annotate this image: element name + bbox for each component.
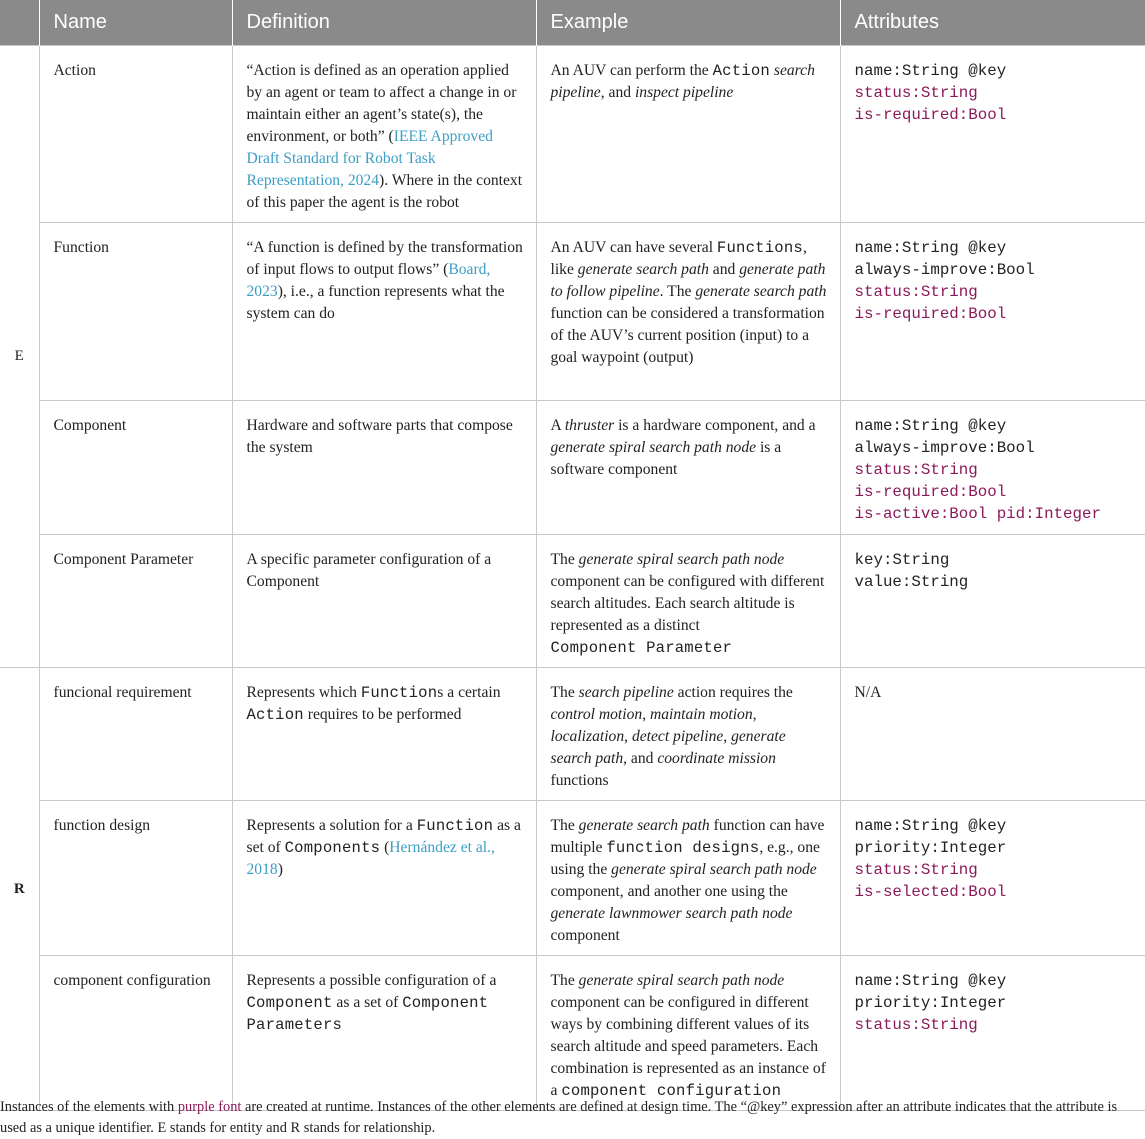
attribute-runtime: is-selected:Bool (854, 882, 1007, 901)
attribute: value:String (854, 572, 969, 591)
header-attributes: Attributes (840, 0, 1145, 45)
table-footnote: Instances of the elements with purple font are created at runtime. Instances of the other elements are defined at design time. The “@key” expression after an attribute indicates that the attribute is used as a unique identifier. E stands for entity and R stands for relationship. (0, 1099, 1118, 1136)
citation-link[interactable]: IEEE Approved Draft Standard for Robot Task Representation, 2024 (246, 127, 493, 189)
attribute-runtime: status:String (854, 83, 978, 102)
row-example: The generate spiral search path node component can be configured in different ways by combining different values of its search altitude and speed parameters. Each combination is represented as an instance of a component configuration (536, 955, 840, 1110)
row-name: function design (39, 800, 232, 955)
row-example: The generate search path function can have multiple function designs, e.g., one using the generate spiral search path node component, and another one using the generate lawnmower search path node component (536, 800, 840, 955)
table-header (0, 0, 1145, 45)
attribute: name:String @key (854, 416, 1007, 435)
citation-link[interactable]: Board, 2023 (246, 260, 491, 300)
attribute: name:String @key (854, 816, 1007, 835)
table-row (0, 222, 1145, 400)
row-attributes (840, 955, 1145, 1110)
row-attributes (840, 45, 1145, 222)
header-group (0, 0, 39, 45)
header-definition: Definition (232, 0, 536, 45)
attribute-runtime: status:String (854, 860, 978, 879)
row-name: component configuration (39, 955, 232, 1110)
row-attributes (840, 222, 1145, 400)
row-attributes (840, 400, 1145, 534)
header-name: Name (39, 0, 232, 45)
row-name: Function (39, 222, 232, 400)
row-definition: “Action is defined as an operation applied by an agent or team to affect a change in or maintain either an agent’s state(s), the environment, or both” (IEEE Approved Draft Standard for Robot Task Representation, 2024). Where in the context of this paper the agent is the robot (232, 45, 536, 222)
attribute-runtime: status:String (854, 282, 978, 301)
row-example: The search pipeline action requires the control motion, maintain motion, localization, detect pipeline, generate search path, and coordinate mission functions (536, 667, 840, 800)
attribute: key:String (854, 550, 950, 569)
row-definition: Hardware and software parts that compose the system (232, 400, 536, 534)
attribute: name:String @key (854, 238, 1007, 257)
row-name: Component Parameter (39, 534, 232, 667)
row-attributes (840, 534, 1145, 667)
group-label-relationship: R (0, 667, 39, 1110)
row-attributes (840, 800, 1145, 955)
row-name: Action (39, 45, 232, 222)
attribute-runtime: is-required:Bool (854, 482, 1007, 501)
purple-font-label: purple font (177, 1099, 242, 1115)
table-row (0, 955, 1145, 1110)
row-example: An AUV can perform the Action search pipeline, and inspect pipeline (536, 45, 840, 222)
table-row (0, 400, 1145, 534)
table-row (0, 534, 1145, 667)
row-definition: Represents which Functions a certain Action requires to be performed (232, 667, 536, 800)
row-name: Component (39, 400, 232, 534)
row-example: A thruster is a hardware component, and a generate spiral search path node is a software component (536, 400, 840, 534)
row-definition: Represents a possible configuration of a Component as a set of Component Parameters (232, 955, 536, 1110)
attribute-runtime: status:String (854, 460, 978, 479)
table-row (0, 667, 1145, 800)
attribute: priority:Integer (854, 838, 1007, 857)
attribute-runtime: is-active:Bool pid:Integer (854, 504, 1101, 523)
attribute: always-improve:Bool (854, 260, 1035, 279)
attribute: priority:Integer (854, 993, 1007, 1012)
attribute: name:String @key (854, 971, 1007, 990)
attribute-runtime: is-required:Bool (854, 105, 1007, 124)
citation-link[interactable]: Hernández et al., 2018 (246, 838, 495, 878)
attribute: always-improve:Bool (854, 438, 1035, 457)
attribute-runtime: status:String (854, 1015, 978, 1034)
row-definition: Represents a solution for a Function as a set of Components (Hernández et al., 2018) (232, 800, 536, 955)
row-example: The generate spiral search path node component can be configured with different search altitudes. Each search altitude is represented as a distinct Component Parameter (536, 534, 840, 667)
header-example: Example (536, 0, 840, 45)
row-attributes: N/A (840, 667, 1145, 800)
table-row (0, 800, 1145, 955)
group-label-entity: E (0, 45, 39, 667)
table-row (0, 45, 1145, 222)
row-definition: “A function is defined by the transformation of input flows to output flows” (Board, 2023), i.e., a function represents what the system can do (232, 222, 536, 400)
attribute: name:String @key (854, 61, 1007, 80)
row-name: funcional requirement (39, 667, 232, 800)
row-example: An AUV can have several Functions, like generate search path and generate path to follow pipeline. The generate search path function can be considered a transformation of the AUV’s current position (input) to a goal waypoint (output) (536, 222, 840, 400)
attribute-runtime: is-required:Bool (854, 304, 1007, 323)
row-definition: A specific parameter configuration of a Component (232, 534, 536, 667)
